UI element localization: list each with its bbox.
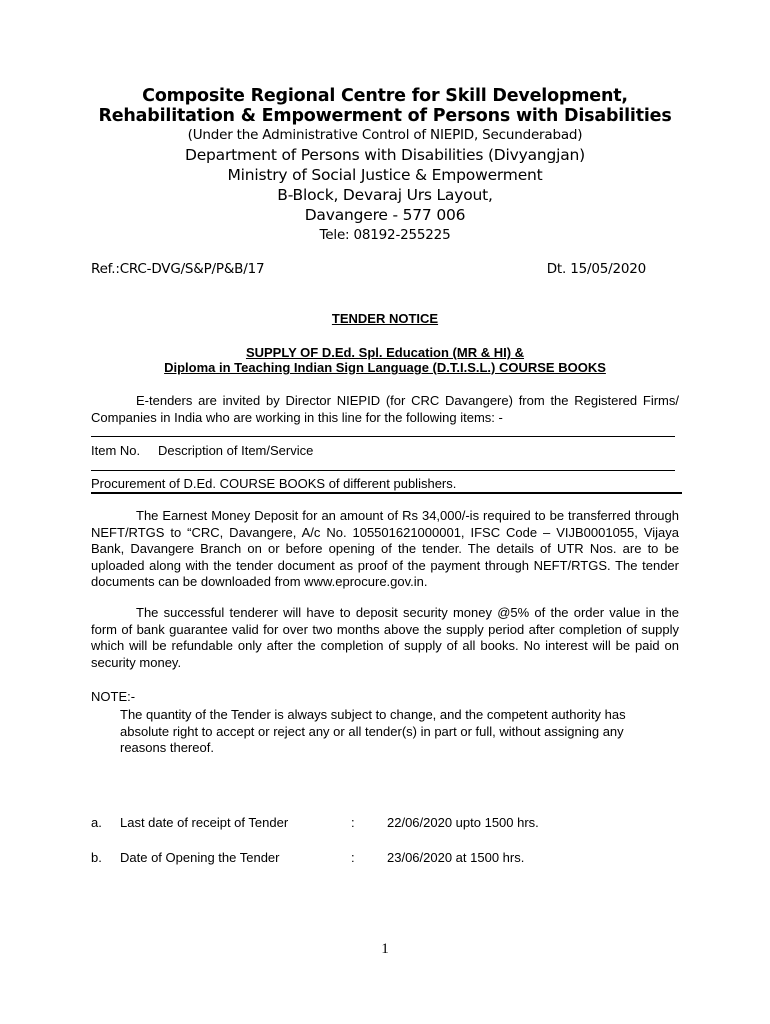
notice-title: TENDER NOTICE [331, 311, 439, 326]
note-label: NOTE:- [91, 689, 136, 704]
admin-control-line: (Under the Administrative Control of NIEPID, Secunderabad) [187, 127, 583, 143]
org-name-line2: Rehabilitation & Empowerment of Persons with Disabilities [98, 106, 672, 126]
reference-number: Ref.:CRC-DVG/S&P/P&B/17 [91, 261, 265, 277]
note-text: The quantity of the Tender is always subject to change, and the competent authority has absolute right to accept or reject any or all tender(s) in part or full, without assigning any reasons thereof. [120, 707, 626, 755]
security-paragraph: The successful tenderer will have to deposit security money @5% of the order value in the form of bank guarantee valid for over two months above the supply period after completion of supply which will be refundable only after the completion of supply of all books. No interest will be paid on security money. [91, 605, 679, 670]
emd-paragraph: The Earnest Money Deposit for an amount of Rs 34,000/-is required to be transferred through NEFT/RTGS to “CRC, Davangere, A/c No. 105501621000001, IFSC Code – VIJB0001055, Vijaya Bank, Davangere Branch on or before opening of the tender. The details of UTR Nos. are to be uploaded along with the tender document as proof of the payment through NEFT/RTGS. The tender documents can be downloaded from www.eprocure.gov.in. [91, 508, 679, 589]
date-row-b-separator: : [351, 850, 355, 865]
table-rule-top [91, 436, 675, 437]
table-rule-middle [91, 470, 675, 471]
date-row-b-item: Date of Opening the Tender [120, 850, 280, 865]
reference-date: Dt. 15/05/2020 [546, 261, 646, 277]
date-row-a-label: a. [91, 815, 102, 830]
date-row-b-value: 23/06/2020 at 1500 hrs. [387, 850, 525, 865]
date-row-a-separator: : [351, 815, 355, 830]
date-row-a-value: 22/06/2020 upto 1500 hrs. [387, 815, 539, 830]
table-rule-bottom [91, 492, 682, 494]
subject-line1: SUPPLY OF D.Ed. Spl. Education (MR & HI) & [245, 345, 525, 360]
ministry-line: Ministry of Social Justice & Empowerment [227, 166, 543, 184]
intro-paragraph: E-tenders are invited by Director NIEPID (for CRC Davangere) from the Registered Firms/ Companies in India who are working in this line for the following items: - [91, 393, 679, 425]
table-header-description: Description of Item/Service [158, 443, 314, 458]
date-row-b-label: b. [91, 850, 102, 865]
org-name-line1: Composite Regional Centre for Skill Development, [142, 86, 628, 106]
subject-line2: Diploma in Teaching Indian Sign Language (D.T.I.S.L.) COURSE BOOKS [164, 360, 606, 375]
address-line2: Davangere - 577 006 [304, 206, 466, 224]
telephone-line: Tele: 08192-255225 [319, 227, 451, 243]
table-row-description: Procurement of D.Ed. COURSE BOOKS of different publishers. [91, 476, 457, 491]
date-row-a-item: Last date of receipt of Tender [120, 815, 289, 830]
address-line1: B-Block, Devaraj Urs Layout, [277, 186, 493, 204]
table-header-item-no: Item No. [91, 443, 141, 458]
page-number: 1 [381, 941, 389, 957]
department-line: Department of Persons with Disabilities (Divyangjan) [184, 146, 586, 164]
